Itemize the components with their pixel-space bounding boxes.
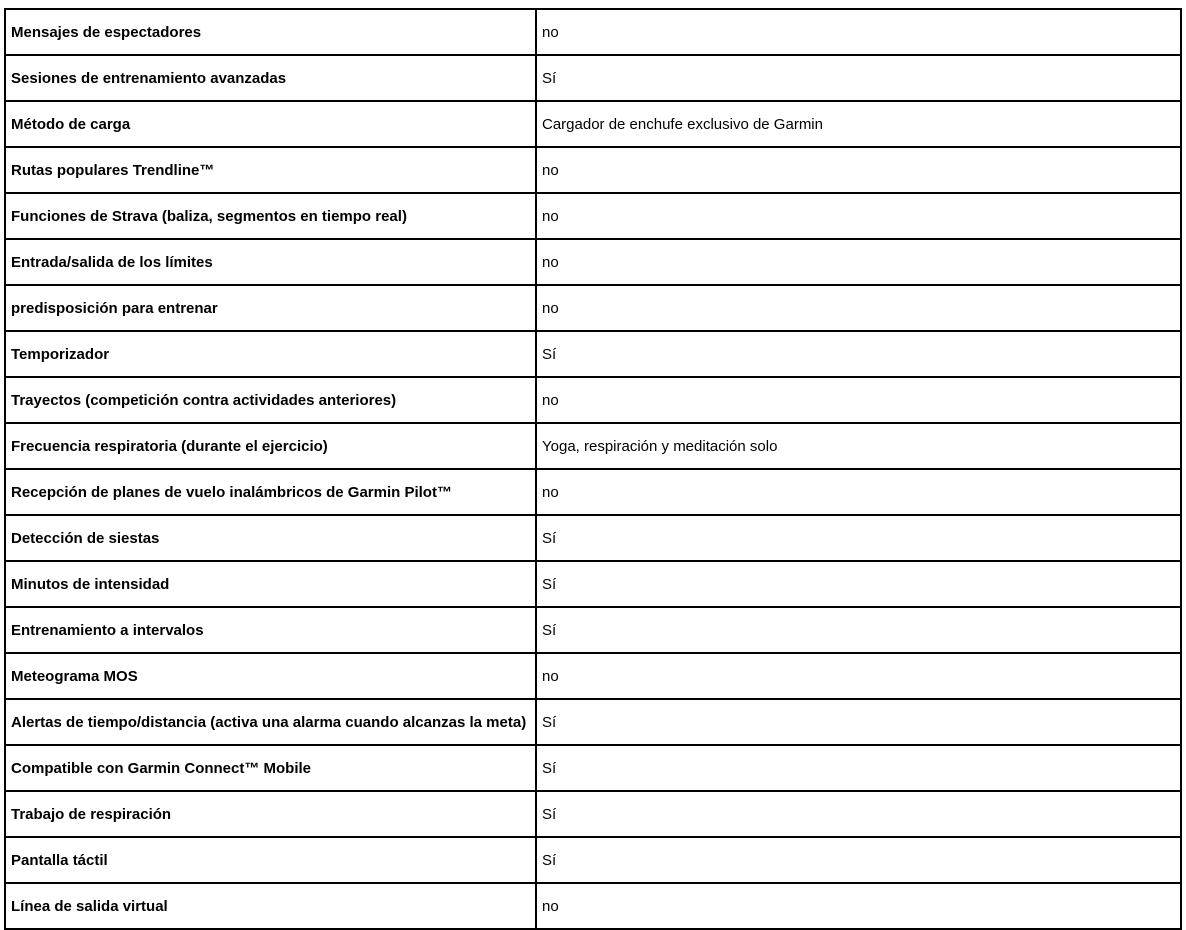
table-row bbox=[5, 331, 1181, 377]
value-cell: no bbox=[536, 239, 1181, 285]
table-row bbox=[5, 515, 1181, 561]
value-cell: no bbox=[536, 883, 1181, 929]
value-cell: Sí bbox=[536, 55, 1181, 101]
value-cell: no bbox=[536, 377, 1181, 423]
feature-cell: Detección de siestas bbox=[5, 515, 536, 561]
table-row bbox=[5, 285, 1181, 331]
feature-cell: Compatible con Garmin Connect™ Mobile bbox=[5, 745, 536, 791]
feature-cell: Temporizador bbox=[5, 331, 536, 377]
feature-cell: Recepción de planes de vuelo inalámbricos de Garmin Pilot™ bbox=[5, 469, 536, 515]
value-cell: Cargador de enchufe exclusivo de Garmin bbox=[536, 101, 1181, 147]
value-cell: Sí bbox=[536, 699, 1181, 745]
feature-cell: Meteograma MOS bbox=[5, 653, 536, 699]
feature-cell: Minutos de intensidad bbox=[5, 561, 536, 607]
value-cell: Sí bbox=[536, 515, 1181, 561]
value-cell: Yoga, respiración y meditación solo bbox=[536, 423, 1181, 469]
value-cell: no bbox=[536, 469, 1181, 515]
feature-cell: Trayectos (competición contra actividades anteriores) bbox=[5, 377, 536, 423]
value-cell: no bbox=[536, 285, 1181, 331]
table-row bbox=[5, 561, 1181, 607]
feature-cell: Trabajo de respiración bbox=[5, 791, 536, 837]
table-row bbox=[5, 469, 1181, 515]
table-row bbox=[5, 653, 1181, 699]
feature-cell: Método de carga bbox=[5, 101, 536, 147]
table-row bbox=[5, 239, 1181, 285]
spec-table-container bbox=[4, 8, 1180, 930]
feature-cell: Entrada/salida de los límites bbox=[5, 239, 536, 285]
table-row bbox=[5, 147, 1181, 193]
feature-cell: Sesiones de entrenamiento avanzadas bbox=[5, 55, 536, 101]
feature-cell: Mensajes de espectadores bbox=[5, 9, 536, 55]
table-row bbox=[5, 745, 1181, 791]
table-row bbox=[5, 423, 1181, 469]
table-row bbox=[5, 55, 1181, 101]
feature-cell: Entrenamiento a intervalos bbox=[5, 607, 536, 653]
value-cell: Sí bbox=[536, 791, 1181, 837]
table-row bbox=[5, 101, 1181, 147]
table-row bbox=[5, 791, 1181, 837]
value-cell: Sí bbox=[536, 745, 1181, 791]
value-cell: no bbox=[536, 147, 1181, 193]
value-cell: no bbox=[536, 9, 1181, 55]
feature-cell: Rutas populares Trendline™ bbox=[5, 147, 536, 193]
value-cell: Sí bbox=[536, 837, 1181, 883]
value-cell: Sí bbox=[536, 331, 1181, 377]
spec-table-body bbox=[5, 9, 1181, 929]
table-row bbox=[5, 9, 1181, 55]
table-row bbox=[5, 607, 1181, 653]
feature-cell: Funciones de Strava (baliza, segmentos en tiempo real) bbox=[5, 193, 536, 239]
feature-cell: Pantalla táctil bbox=[5, 837, 536, 883]
feature-cell: predisposición para entrenar bbox=[5, 285, 536, 331]
feature-cell: Frecuencia respiratoria (durante el ejercicio) bbox=[5, 423, 536, 469]
value-cell: no bbox=[536, 653, 1181, 699]
value-cell: no bbox=[536, 193, 1181, 239]
spec-table bbox=[4, 8, 1182, 930]
feature-cell: Alertas de tiempo/distancia (activa una alarma cuando alcanzas la meta) bbox=[5, 699, 536, 745]
table-row bbox=[5, 193, 1181, 239]
feature-cell: Línea de salida virtual bbox=[5, 883, 536, 929]
value-cell: Sí bbox=[536, 607, 1181, 653]
table-row bbox=[5, 377, 1181, 423]
table-row bbox=[5, 883, 1181, 929]
value-cell: Sí bbox=[536, 561, 1181, 607]
table-row bbox=[5, 699, 1181, 745]
table-row bbox=[5, 837, 1181, 883]
